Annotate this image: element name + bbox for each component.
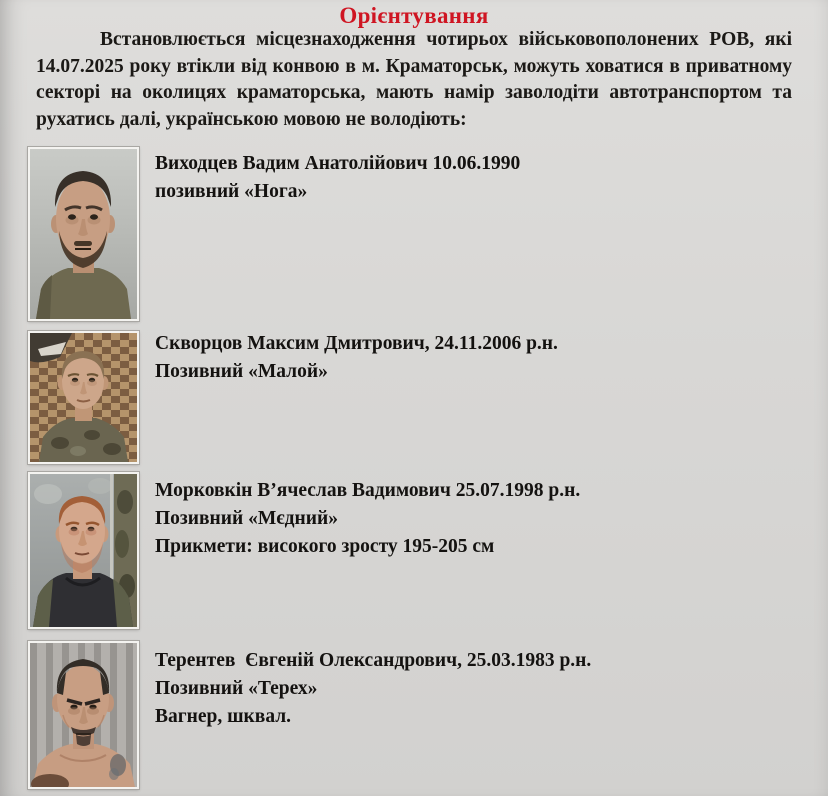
suspect-photo-2 (28, 331, 139, 464)
suspect-callsign: Позивний «Мєдний» (155, 508, 339, 529)
bulletin-title: Орієнтування (339, 3, 489, 28)
suspect-name: Терентев Євгеній Олександрович, 25.03.1983 р.н. (155, 650, 592, 671)
suspect-photo-4 (28, 641, 139, 789)
suspect-name: Морковкін В’ячеслав Вадимович 25.07.1998 р.н. (155, 480, 581, 501)
bulletin-intro: Встановлюється місцезнаходження чотирьох військовополонених РОВ, які 14.07.2025 року втікли від конвою в м. Краматорськ, можуть ховатися в приватному секторі на околицях краматорська, мають намір заволодіти автотранспортом та рухатись далі, українською мовою не володіють: (36, 29, 792, 130)
suspect-row-3 (155, 477, 805, 561)
suspect-3-portrait (30, 474, 137, 627)
suspect-row-4 (155, 647, 805, 731)
suspect-row-2 (155, 330, 805, 386)
suspect-row-1 (155, 150, 805, 206)
suspect-name: Виходцев Вадим Анатолійович 10.06.1990 (155, 153, 521, 174)
suspect-name: Скворцов Максим Дмитрович, 24.11.2006 р.н. (155, 333, 558, 354)
suspect-callsign: Позивний «Терех» (155, 678, 318, 699)
suspect-extra: Прикмети: високого зросту 195-205 см (155, 536, 495, 557)
suspect-callsign: позивний «Нога» (155, 181, 308, 202)
suspect-1-portrait (30, 149, 137, 319)
suspect-photo-1 (28, 147, 139, 321)
suspect-extra: Вагнер, шквал. (155, 706, 292, 727)
suspect-2-portrait (30, 333, 137, 462)
suspect-callsign: Позивний «Малой» (155, 361, 328, 382)
suspect-4-portrait (30, 643, 137, 787)
suspect-photo-3 (28, 472, 139, 629)
